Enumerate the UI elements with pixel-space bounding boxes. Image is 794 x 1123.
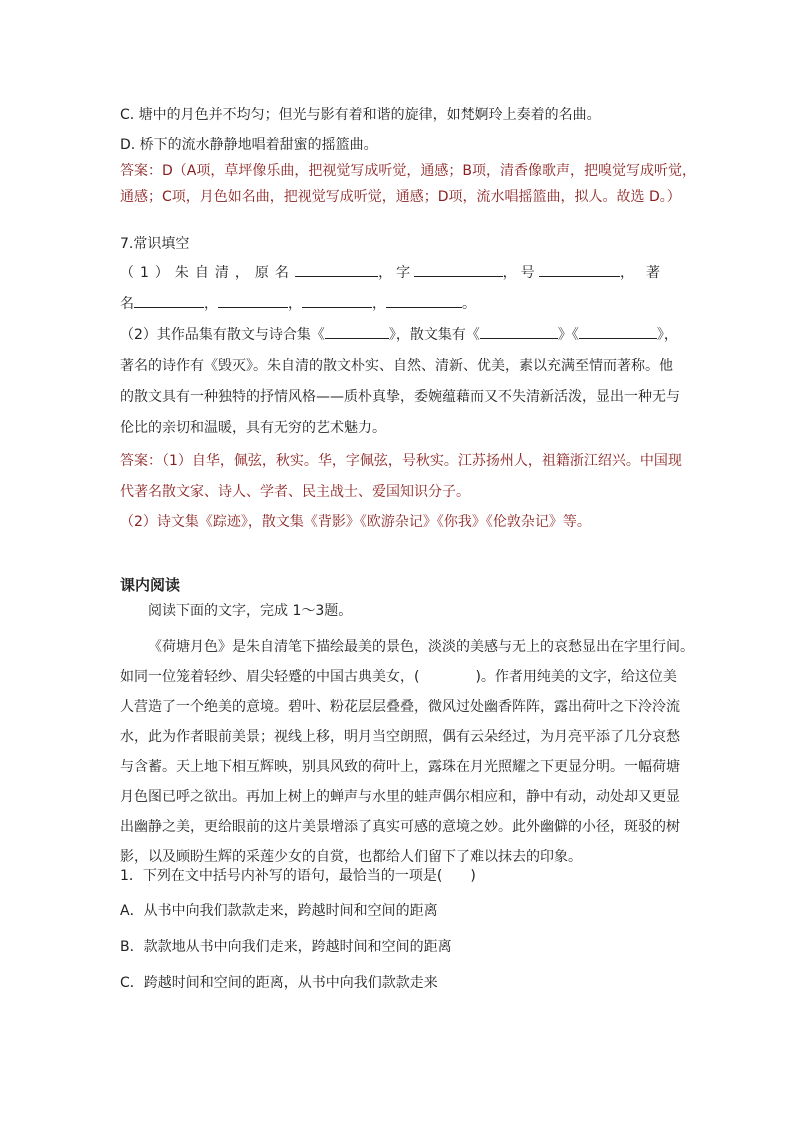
paragraph-line-2: 如同一位笼着轻纱、眉尖轻蹙的中国古典美女，( )。作者用纯美的文字，给这位美 — [120, 669, 677, 685]
paragraph-line-1: 《荷塘月色》是朱自清笔下描绘最美的景色，淡淡的美感与无上的哀愁显出在字里行间。 — [148, 639, 694, 655]
option-b[interactable]: B．款款地从书中向我们走来，跨越时间和空间的距离 — [120, 939, 452, 955]
q7-answer-line-3: （2）诗文集《踪迹》，散文集《背影》《欧游杂记》《你我》《伦敦杂记》等。 — [120, 514, 591, 530]
option-c: C. 塘中的月色并不均匀；但光与影有着和谐的旋律，如梵婀玲上奏着的名曲。 — [120, 107, 601, 123]
label-zi: ，字 — [378, 265, 415, 281]
q7-answer-line-1: 答案：（1）自华，佩弦，秋实。华，字佩弦，号秋实。江苏扬州人，祖籍浙江绍兴。中国现 — [120, 453, 682, 469]
paragraph-line-7: 出幽静之美，更给眼前的这片美景增添了真实可感的意境之妙。此外幽僻的小径，斑驳的树 — [120, 819, 680, 835]
option-d: D. 桥下的流水静静地唱着甜蜜的摇篮曲。 — [120, 137, 378, 153]
label-hao: ，号 — [502, 265, 539, 281]
comma: ， — [372, 296, 386, 312]
q7-part2-line2: 著名的诗作有《毁灭》。朱自清的散文朴实、自然、清新、优美，素以充满至情而著称。他 — [120, 358, 673, 374]
reading-instruction: 阅读下面的文字，完成 1～3题。 — [148, 603, 353, 619]
blank-prose-1[interactable] — [480, 324, 558, 339]
q7-part2-line4: 伦比的亲切和温暖，具有无穷的艺术魅力。 — [120, 420, 386, 436]
question-1: 1．下列在文中括号内补写的语句，最恰当的一项是( ) — [120, 868, 476, 884]
paragraph-line-5: 与含蓄。天上地下相互辉映，别具风致的荷叶上，露珠在月光照耀之下更显分明。一幅荷塘 — [120, 759, 680, 775]
blank-work-1[interactable] — [134, 293, 204, 308]
label-ming: 名 — [120, 296, 134, 312]
paragraph-line-8: 影，以及顾盼生辉的采莲少女的自赏，也都给人们留下了难以抹去的印象。 — [120, 849, 582, 865]
blank-zi[interactable] — [414, 262, 503, 277]
answer-line-1: 答案：D（A项，草坪像乐曲，把视觉写成听觉，通感；B项，清香像歌声，把嗅觉写成听觉， — [120, 163, 696, 179]
period: 。 — [462, 296, 476, 312]
blank-work-3[interactable] — [302, 293, 372, 308]
q7-part2-text-a: （2）其作品集有散文与诗合集《 — [120, 327, 325, 343]
section-heading: 课内阅读 — [120, 576, 181, 594]
option-a[interactable]: A．从书中向我们款款走来，跨越时间和空间的距离 — [120, 903, 438, 919]
paragraph-line-6: 月色图已呼之欲出。再加上树上的蝉声与水里的蛙声偶尔相应和，静中有动，动处却又更显 — [120, 789, 680, 805]
blank-original-name[interactable] — [295, 262, 378, 277]
comma: ， — [288, 296, 302, 312]
blank-work-2[interactable] — [218, 293, 288, 308]
comma: ， — [204, 296, 218, 312]
q7-answer-line-2: 代著名散文家、诗人、学者、民主战士、爱国知识分子。 — [120, 484, 470, 500]
option-c-reading[interactable]: C．跨越时间和空间的距离，从书中向我们款款走来 — [120, 975, 438, 991]
paragraph-line-3: 人营造了一个绝美的意境。碧叶、粉花层层叠叠，微风过处幽香阵阵，露出荷叶之下泠泠流 — [120, 699, 680, 715]
blank-poetry-collection[interactable] — [325, 324, 389, 339]
label-zhu: ，著 — [620, 265, 672, 281]
blank-hao[interactable] — [539, 262, 620, 277]
paragraph-line-4: 水，此为作者眼前美景；视线上移，明月当空朗照，偶有云朵经过，为月亮平添了几分哀愁 — [120, 729, 680, 745]
blank-prose-2[interactable] — [579, 324, 657, 339]
question-7-title: 7.常识填空 — [120, 236, 190, 252]
q7-part2-text-c: 》《 — [557, 327, 579, 343]
q7-part1-line1 — [120, 262, 672, 282]
q7-part2-line1 — [120, 324, 678, 344]
blank-work-4[interactable] — [386, 293, 462, 308]
answer-line-2: 通感；C项，月色如名曲，把视觉写成听觉，通感；D项，流水唱摇篮曲，拟人。故选 D。） — [120, 189, 681, 205]
q7-part2-text-b: 》，散文集有《 — [388, 327, 480, 343]
q7-part2-text-d: 》， — [656, 327, 678, 343]
q7-part1-line2 — [120, 293, 476, 313]
q7-part2-line3: 的散文具有一种独特的抒情风格——质朴真挚，委婉蕴藉而又不失清新活泼，显出一种无与 — [120, 389, 680, 405]
q7-part1-label: （1）朱自清，原名 — [120, 265, 295, 281]
